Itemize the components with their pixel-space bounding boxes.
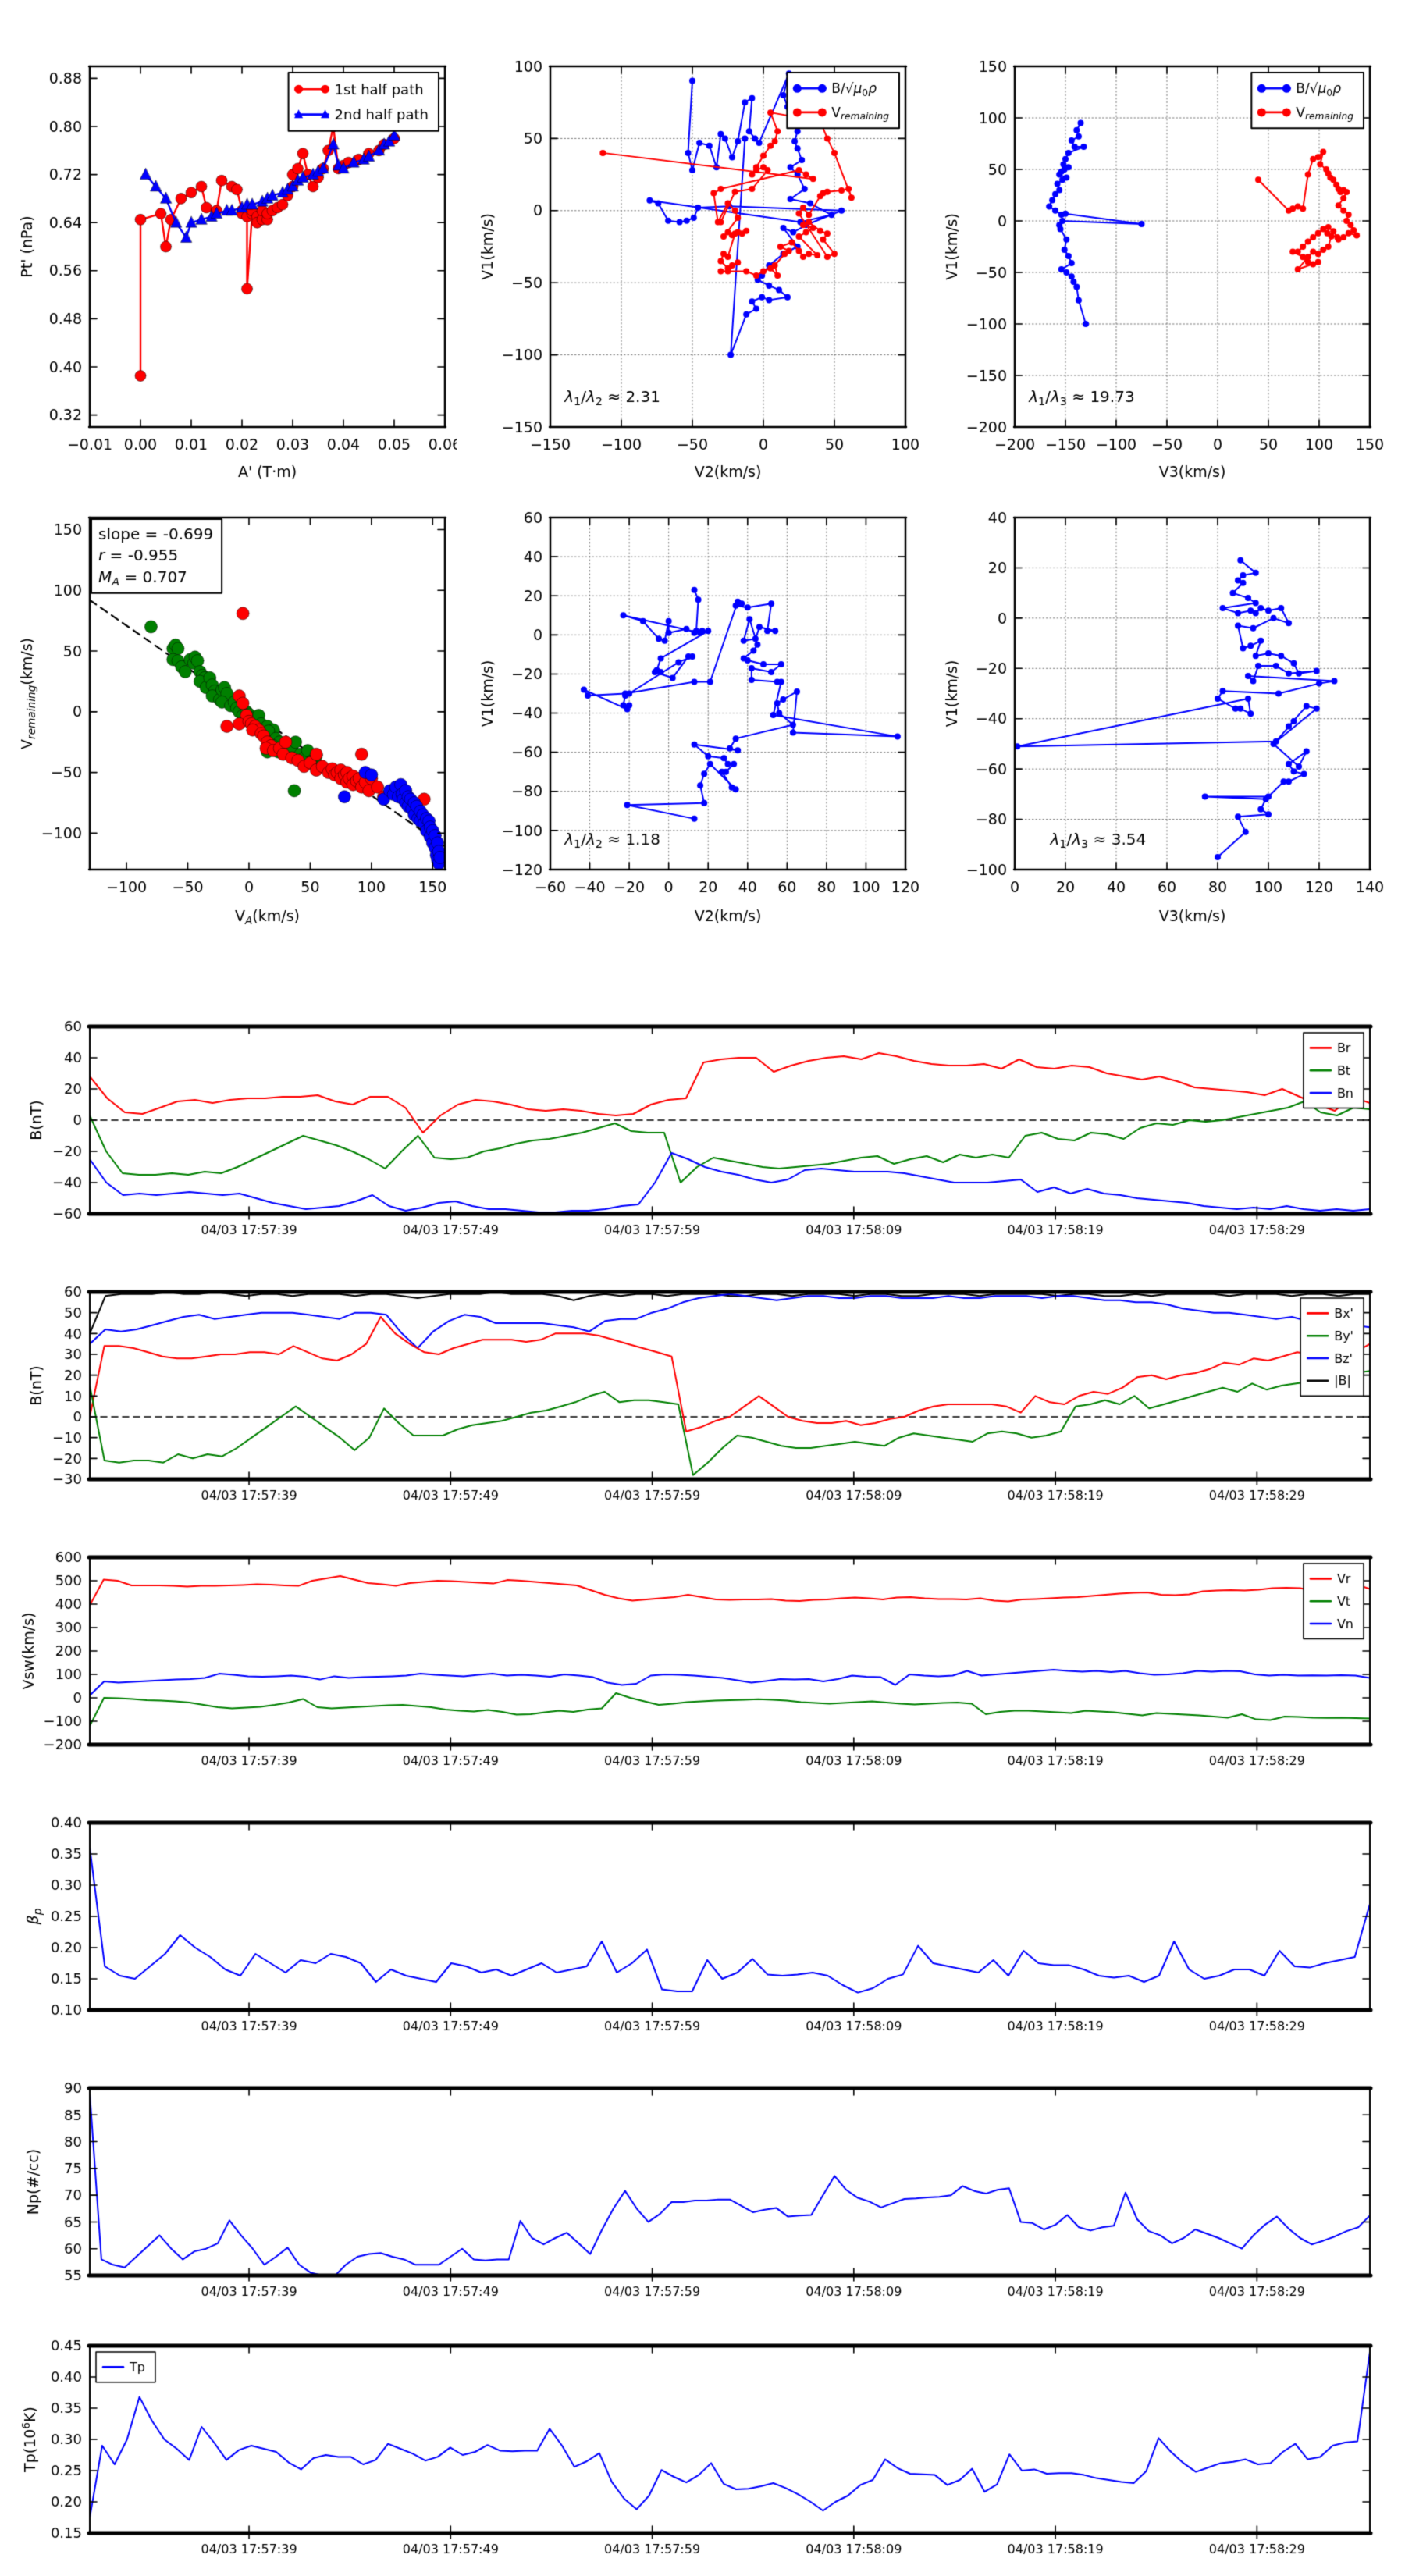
magnetic-field-rtn-plot — [0, 991, 1405, 1257]
transverse-pressure-plot — [0, 0, 500, 484]
hodogram-v2v1-mvab-plot — [457, 0, 956, 484]
plasma-beta-plot — [0, 1788, 1405, 2053]
hodogram-v2v1-mvav-plot — [457, 484, 956, 968]
hodogram-v3v1-mvab-plot — [921, 0, 1405, 484]
proton-temperature-plot — [0, 2311, 1405, 2576]
walen-test-plot — [0, 484, 500, 968]
hodogram-v3v1-mvav-plot — [921, 484, 1405, 968]
magnetic-field-flux-rope-plot — [0, 1257, 1405, 1522]
solar-wind-velocity-plot — [0, 1522, 1405, 1788]
proton-number-density-plot — [0, 2053, 1405, 2318]
